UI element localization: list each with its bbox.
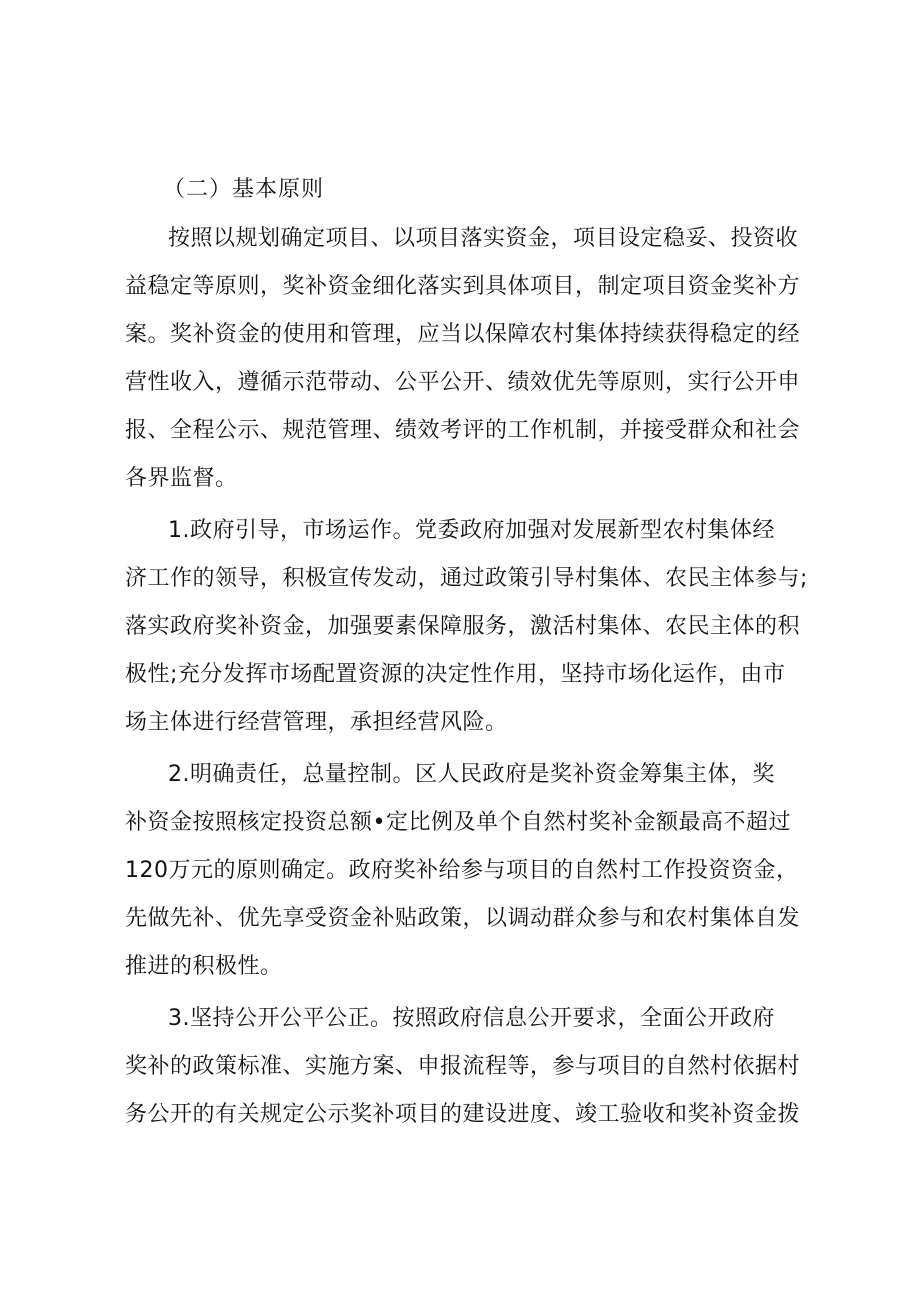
- text-line: 奖补的政策标准、实施方案、申报流程等，参与项目的自然村依据村: [125, 1054, 801, 1079]
- text-line: 落实政府奖补资金，加强要素保障服务，激活村集体、农民主体的积: [125, 614, 801, 639]
- text-line: 各界监督。: [125, 466, 238, 491]
- text-line: 120万元的原则确定。政府奖补给参与项目的自然村工作投资资金，: [125, 858, 799, 883]
- text-line: 推进的积极性。: [125, 954, 283, 979]
- text-line: 先做先补、优先享受资金补贴政策，以调动群众参与和农村集体自发: [125, 906, 801, 931]
- text-line: 务公开的有关规定公示奖补项目的建设进度、竣工验收和奖补资金拨: [125, 1102, 801, 1127]
- text-line: 2.明确责任，总量控制。区人民政府是奖补资金筹集主体，奖: [168, 762, 775, 787]
- text-line: 益稳定等原则，奖补资金细化落实到具体项目，制定项目资金奖补方: [125, 274, 801, 299]
- text-line: 报、全程公示、规范管理、绩效考评的工作机制，并接受群众和社会: [125, 418, 801, 443]
- section-heading: （二）基本原则: [163, 177, 325, 202]
- text-line: 补资金按照核定投资总额•定比例及单个自然村奖补金额最高不超过: [125, 810, 791, 835]
- text-line: 1.政府引导，市场运作。党委政府加强对发展新型农村集体经: [168, 518, 775, 543]
- text-line: 3.坚持公开公平公正。按照政府信息公开要求，全面公开政府: [168, 1006, 775, 1031]
- text-line: 场主体进行经营管理，承担经营风险。: [125, 710, 508, 735]
- text-line: 济工作的领导，积极宣传发动，通过政策引导村集体、农民主体参与;: [125, 566, 808, 591]
- text-line: 按照以规划确定项目、以项目落实资金，项目设定稳妥、投资收: [168, 226, 799, 251]
- text-line: 案。奖补资金的使用和管理，应当以保障农村集体持续获得稳定的经: [125, 322, 801, 347]
- text-line: 极性;充分发挥市场配置资源的决定性作用，坚持市场化运作，由市: [125, 662, 786, 687]
- text-line: 营性收入，遵循示范带动、公平公开、绩效优先等原则，实行公开申: [125, 370, 801, 395]
